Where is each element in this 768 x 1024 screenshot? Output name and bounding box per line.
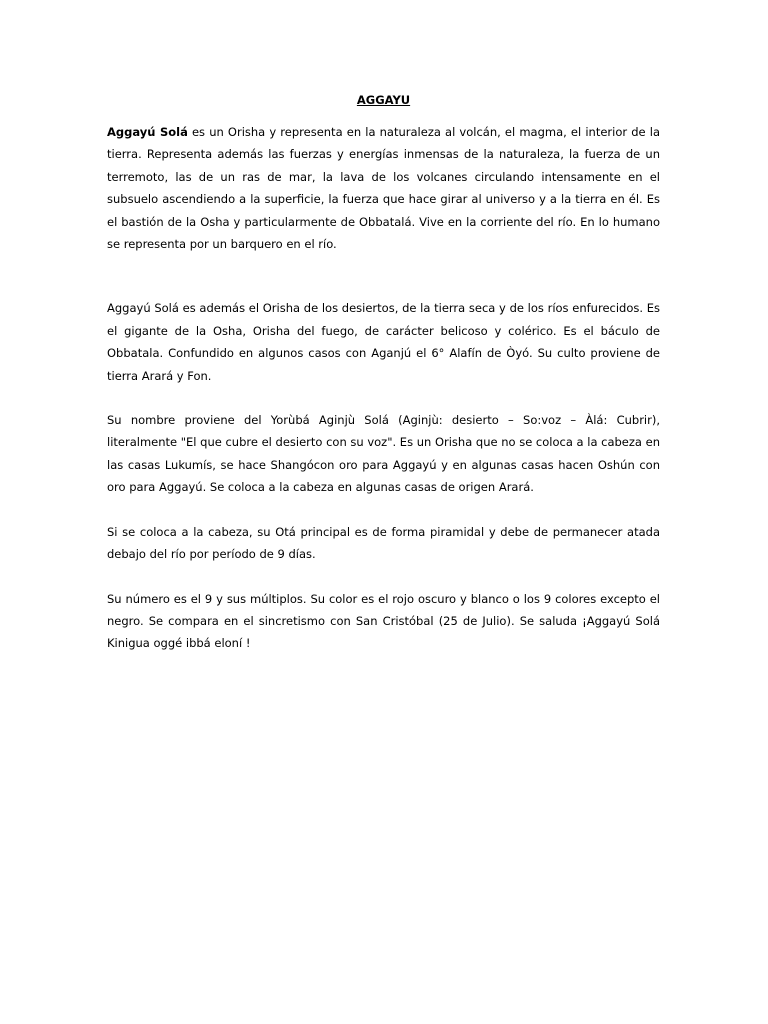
paragraph-3: Su nombre proviene del Yorùbá Aginjù Solá (Aginjù: desierto – So:voz – Àlá: Cubrir), literalmente "El que cubre el desierto con su voz". Es un Orisha que no se coloca a la cabeza en las casas Lukumís, se hace Shangócon oro para Aggayú y en algunas casas hacen Oshún con oro para Aggayú. Se coloca a la cabeza en algunas casas de origen Arará. [107, 413, 660, 495]
paragraph-4: Si se coloca a la cabeza, su Otá principal es de forma piramidal y debe de permanecer atada debajo del río por período de 9 días. [107, 524, 660, 562]
paragraph-1-text: es un Orisha y representa en la naturaleza al volcán, el magma, el interior de la tierra. Representa además las fuerzas y energías inmensas de la naturaleza, la fuerza de un terremoto, las de un ras de mar, la lava de los volcanes circulando intensamente en el subsuelo ascendiendo a la superficie, la fuerza que hace girar al universo y a la tierra en él. Es el bastión de la Osha y particularmente de Obbatalá. Vive en la corriente del río. En lo humano se representa por un barquero en el río. [107, 125, 661, 252]
paragraph-5: Su número es el 9 y sus múltiplos. Su color es el rojo oscuro y blanco o los 9 colores excepto el negro. Se compara en el sincretismo con San Cristóbal (25 de Julio). Se saluda ¡Aggayú Solá Kinigua oggé ibbá eloní ! [107, 591, 660, 651]
paragraph-2: Aggayú Solá es además el Orisha de los desiertos, de la tierra seca y de los ríos enfurecidos. Es el gigante de la Osha, Orisha del fuego, de carácter belicoso y colérico. Es el báculo de Obbatala. Confundido en algunos casos con Aganjú el 6° Alafín de Òyó. Su culto proviene de tierra Arará y Fon. [107, 301, 660, 383]
document-title: AGGAYU [356, 93, 411, 107]
paragraph-1 [107, 121, 660, 255]
document-page [107, 92, 660, 655]
paragraph-1-lead: Aggayú Solá [107, 125, 188, 139]
